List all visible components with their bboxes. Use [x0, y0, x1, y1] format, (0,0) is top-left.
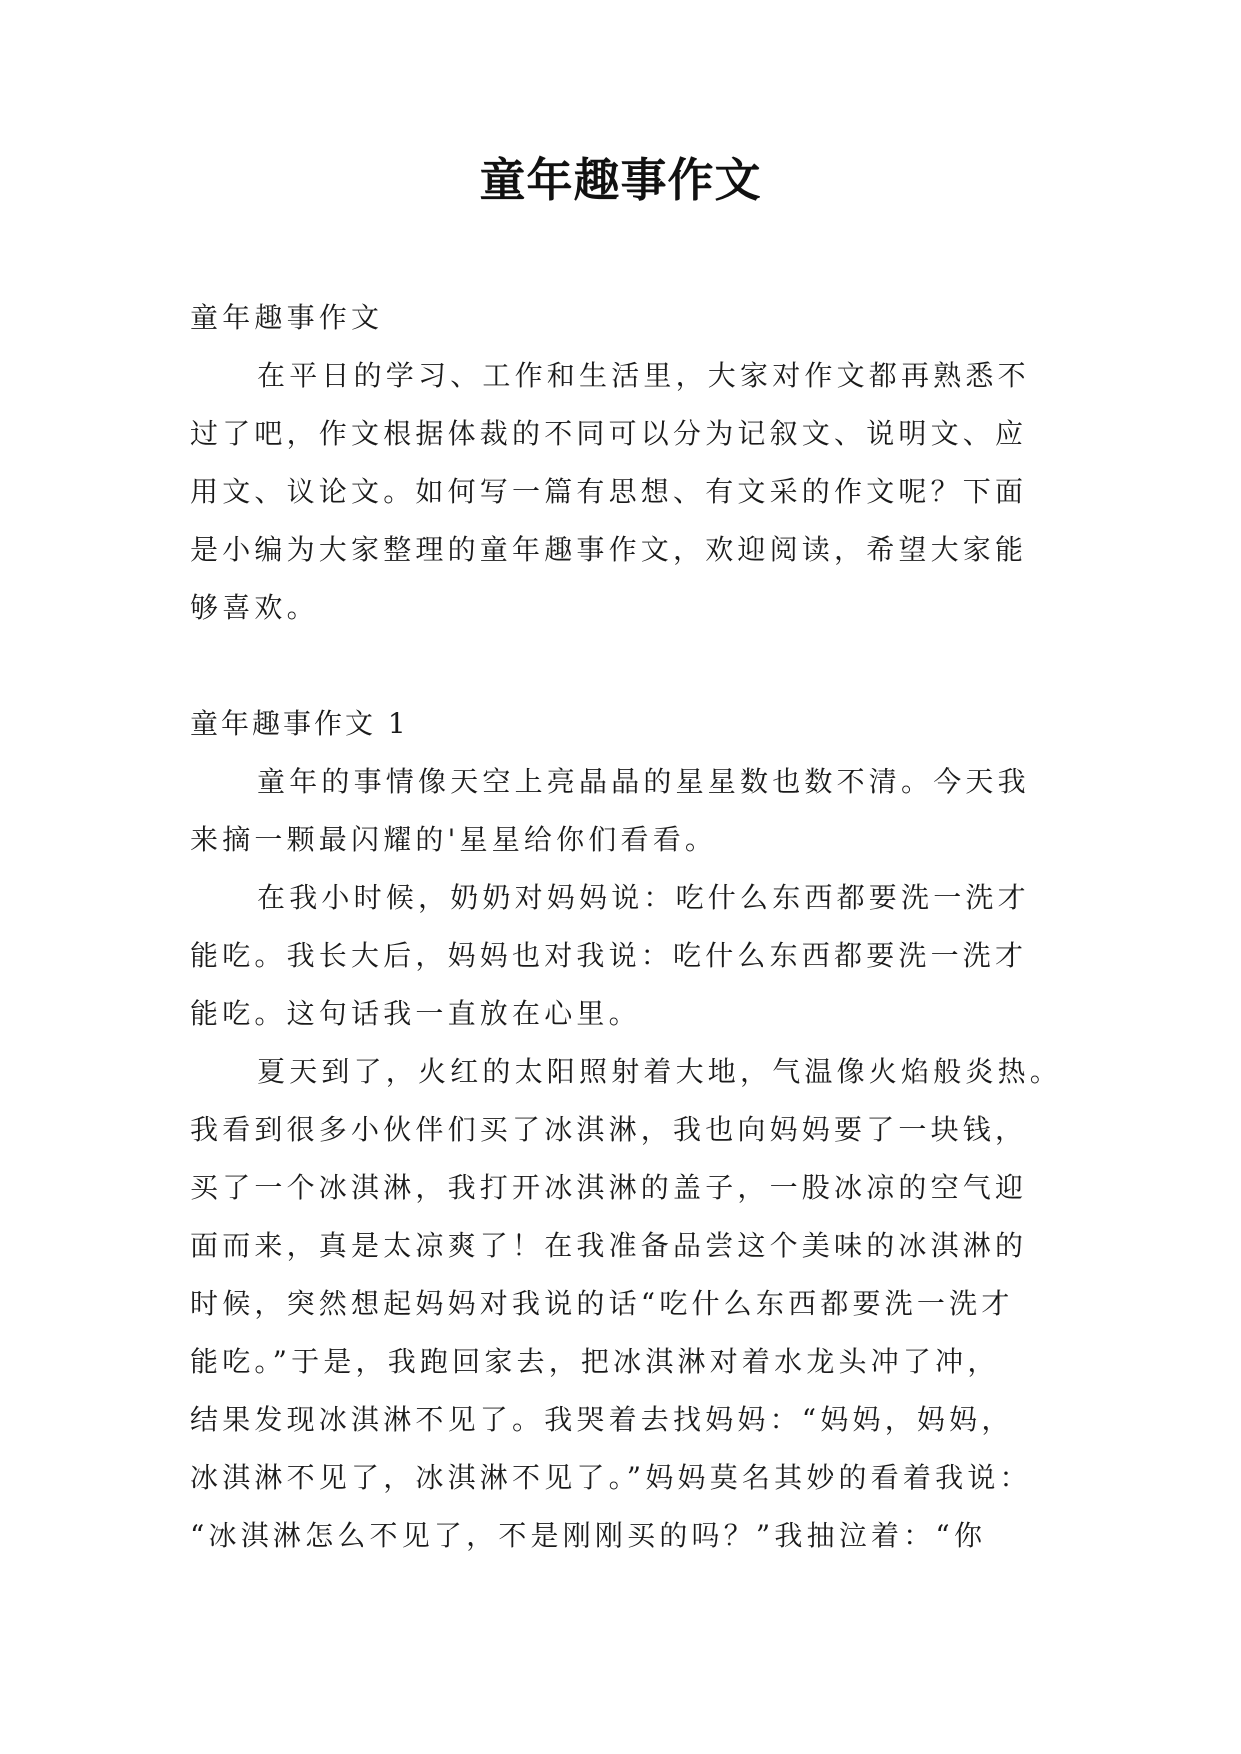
section-heading: 童年趣事作文 1 — [190, 707, 409, 740]
body-line-13: 冰淇淋不见了，冰淇淋不见了。”妈妈莫名其妙的看着我说： — [190, 1461, 1032, 1494]
body-line-1: 童年的事情像天空上亮晶晶的星星数也数不清。今天我 — [257, 765, 1030, 798]
body-line-8: 买了一个冰淇淋，我打开冰淇淋的盖子，一股冰凉的空气迎 — [190, 1171, 1028, 1204]
body-line-3: 在我小时候，奶奶对妈妈说：吃什么东西都要洗一洗才 — [257, 881, 1030, 914]
intro-line-4: 是小编为大家整理的童年趣事作文，欢迎阅读，希望大家能 — [190, 533, 1028, 566]
document-title: 童年趣事作文 — [479, 153, 762, 207]
body-line-14: “冰淇淋怎么不见了，不是刚刚买的吗？”我抽泣着：“你 — [190, 1519, 987, 1552]
body-line-12: 结果发现冰淇淋不见了。我哭着去找妈妈：“妈妈，妈妈， — [190, 1403, 1014, 1436]
body-line-7: 我看到很多小伙伴们买了冰淇淋，我也向妈妈要了一块钱， — [190, 1113, 1028, 1146]
intro-line-2: 过了吧，作文根据体裁的不同可以分为记叙文、说明文、应 — [190, 417, 1028, 450]
intro-line-3: 用文、议论文。如何写一篇有思想、有文采的作文呢？下面 — [190, 475, 1028, 508]
body-line-2: 来摘一颗最闪耀的'星星给你们看看。 — [190, 823, 718, 856]
body-line-4: 能吃。我长大后，妈妈也对我说：吃什么东西都要洗一洗才 — [190, 939, 1028, 972]
body-line-6: 夏天到了，火红的太阳照射着大地，气温像火焰般炎热。 — [257, 1055, 1063, 1088]
intro-line-1: 在平日的学习、工作和生活里，大家对作文都再熟悉不 — [257, 359, 1030, 392]
body-line-9: 面而来，真是太凉爽了！在我准备品尝这个美味的冰淇淋的 — [190, 1229, 1028, 1262]
body-line-11: 能吃。”于是，我跑回家去，把冰淇淋对着水龙头冲了冲， — [190, 1345, 1000, 1378]
article-heading: 童年趣事作文 — [190, 301, 384, 334]
body-line-10: 时候，突然想起妈妈对我说的话“吃什么东西都要洗一洗才 — [190, 1287, 1014, 1320]
intro-line-5: 够喜欢。 — [190, 591, 319, 624]
body-line-5: 能吃。这句话我一直放在心里。 — [190, 997, 641, 1030]
